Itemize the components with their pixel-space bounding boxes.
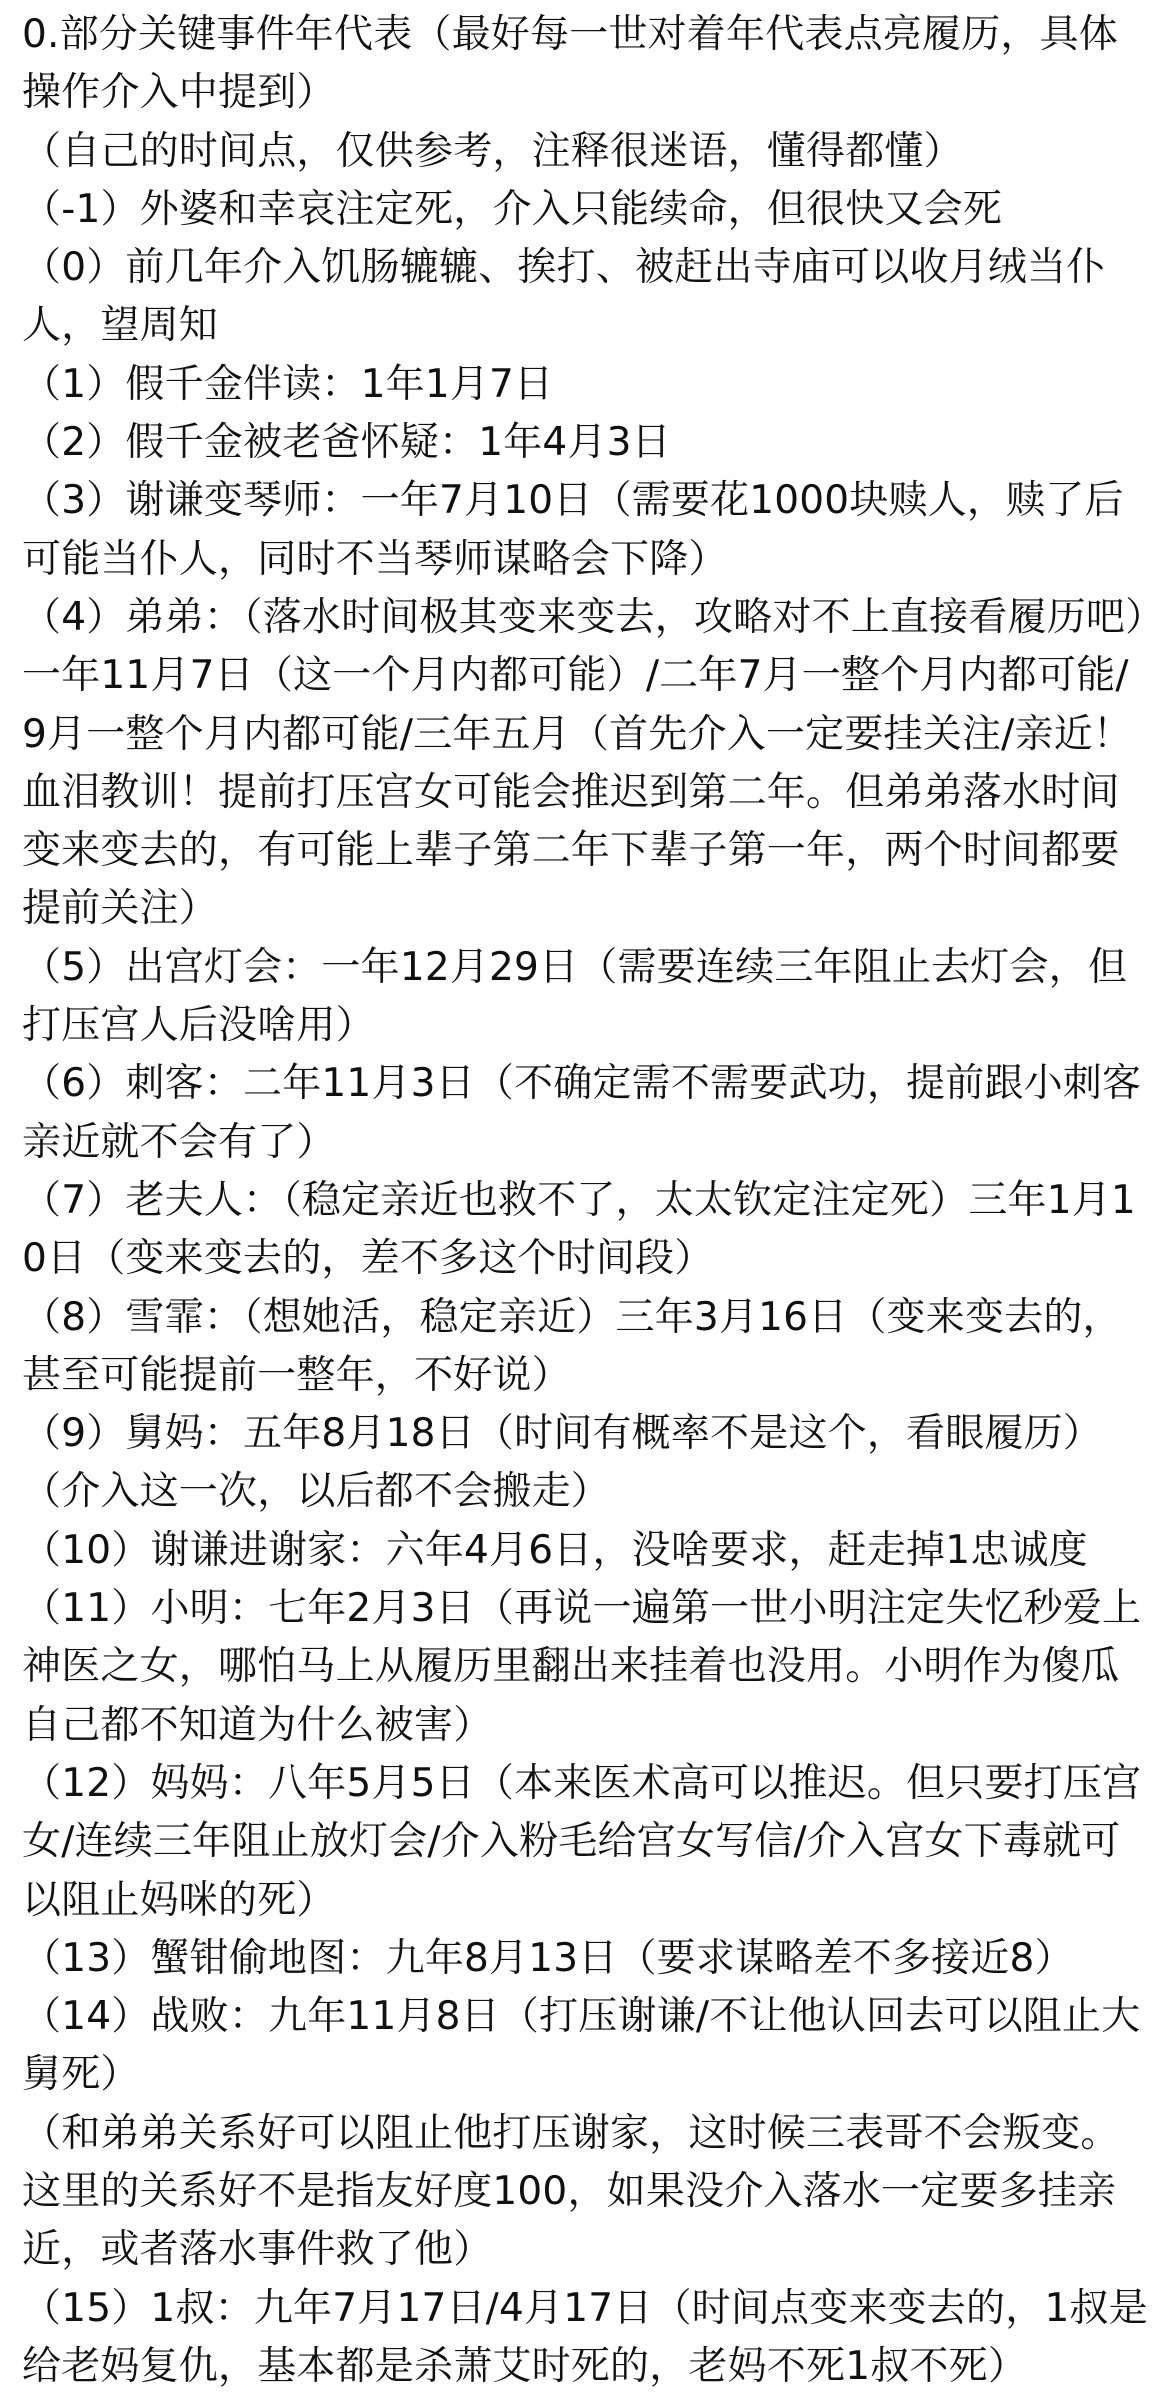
event-item: （11）小明：七年2月3日（再说一遍第一世小明注定失忆秒爱上神医之女，哪怕马上从履历里翻出来挂着也没用。小明作为傻瓜自己都不知道为什么被害） — [22, 1586, 1142, 1748]
event-item: （7）老夫人：（稳定亲近也救不了，太太钦定注定死）三年1月10日（变来变去的，差不多这个时间段） — [22, 1177, 1136, 1282]
event-item: （4）弟弟：（落水时间极其变来变去，攻略对不上直接看履历吧）一年11月7日（这一个月内都可能）/二年7月一整个月内都可能/9月一整个月内都可能/三年五月（首先介入一定要挂关注/亲近！血泪教训！提前打压宫女可能会推迟到第二年。但弟弟落水时间变来变去的，有可能上辈子第二年下辈子第一年，两个时间都要提前关注） — [22, 594, 1145, 932]
event-item: （14）战败：九年11月8日（打压谢谦/不让他认回去可以阻止大舅死） — [22, 1994, 1141, 2098]
event-item: （-1）外婆和幸哀注定死，介入只能续命，但很快又会死 — [22, 186, 1003, 232]
note-paragraph: （介入这一次，以后都不会搬走） — [22, 1469, 611, 1515]
event-item: （15）1叔：九年7月17日/4月17日（时间点变来变去的，1叔是给老妈复仇，基本都是杀萧艾时死的，老妈不死1叔不死） — [22, 2285, 1148, 2389]
event-item: （2）假千金被老爸怀疑：1年4月3日 — [22, 420, 671, 466]
event-item: （0）前几年介入饥肠辘辘、挨打、被赶出寺庙可以收月绒当仆人，望周知 — [22, 245, 1106, 349]
note-paragraph: （自己的时间点，仅供参考，注释很迷语，懂得都懂） — [22, 128, 963, 174]
event-item: （13）蟹钳偷地图：九年8月13日（要求谋略差不多接近8） — [22, 1935, 1074, 1981]
event-item: （12）妈妈：八年5月5日（本来医术高可以推迟。但只要打压宫女/连续三年阻止放灯会/介入粉毛给宫女写信/介入宫女下毒就可以阻止妈咪的死） — [22, 1760, 1142, 1923]
event-item: （3）谢谦变琴师：一年7月10日（需要花1000块赎人，赎了后可能当仆人，同时不当琴师谋略会下降） — [22, 478, 1124, 582]
event-item: （5）出宫灯会：一年12月29日（需要连续三年阻止去灯会，但打压宫人后没啥用） — [22, 944, 1128, 1049]
note-paragraph: （和弟弟关系好可以阻止他打压谢家，这时候三表哥不会叛变。这里的关系好不是指友好度100，如果没介入落水一定要多挂亲近，或者落水事件救了他） — [22, 2110, 1120, 2273]
event-item: （6）刺客：二年11月3日（不确定需不需要武功，提前跟小刺客亲近就不会有了） — [22, 1061, 1142, 1165]
document-title: 0.部分关键事件年代表（最好每一世对着年代表点亮履历，具体操作介入中提到） — [22, 12, 1119, 116]
event-item: （8）雪霏：（想她活，稳定亲近）三年3月16日（变来变去的，甚至可能提前一整年，不好说） — [22, 1294, 1122, 1398]
event-item: （10）谢谦进谢家：六年4月6日，没啥要求，赶走掉1忠诚度 — [22, 1527, 1088, 1573]
event-item: （1）假千金伴读：1年1月7日 — [22, 361, 554, 407]
event-item: （9）舅妈：五年8月18日（时间有概率不是这个，看眼履历） — [22, 1411, 1103, 1457]
